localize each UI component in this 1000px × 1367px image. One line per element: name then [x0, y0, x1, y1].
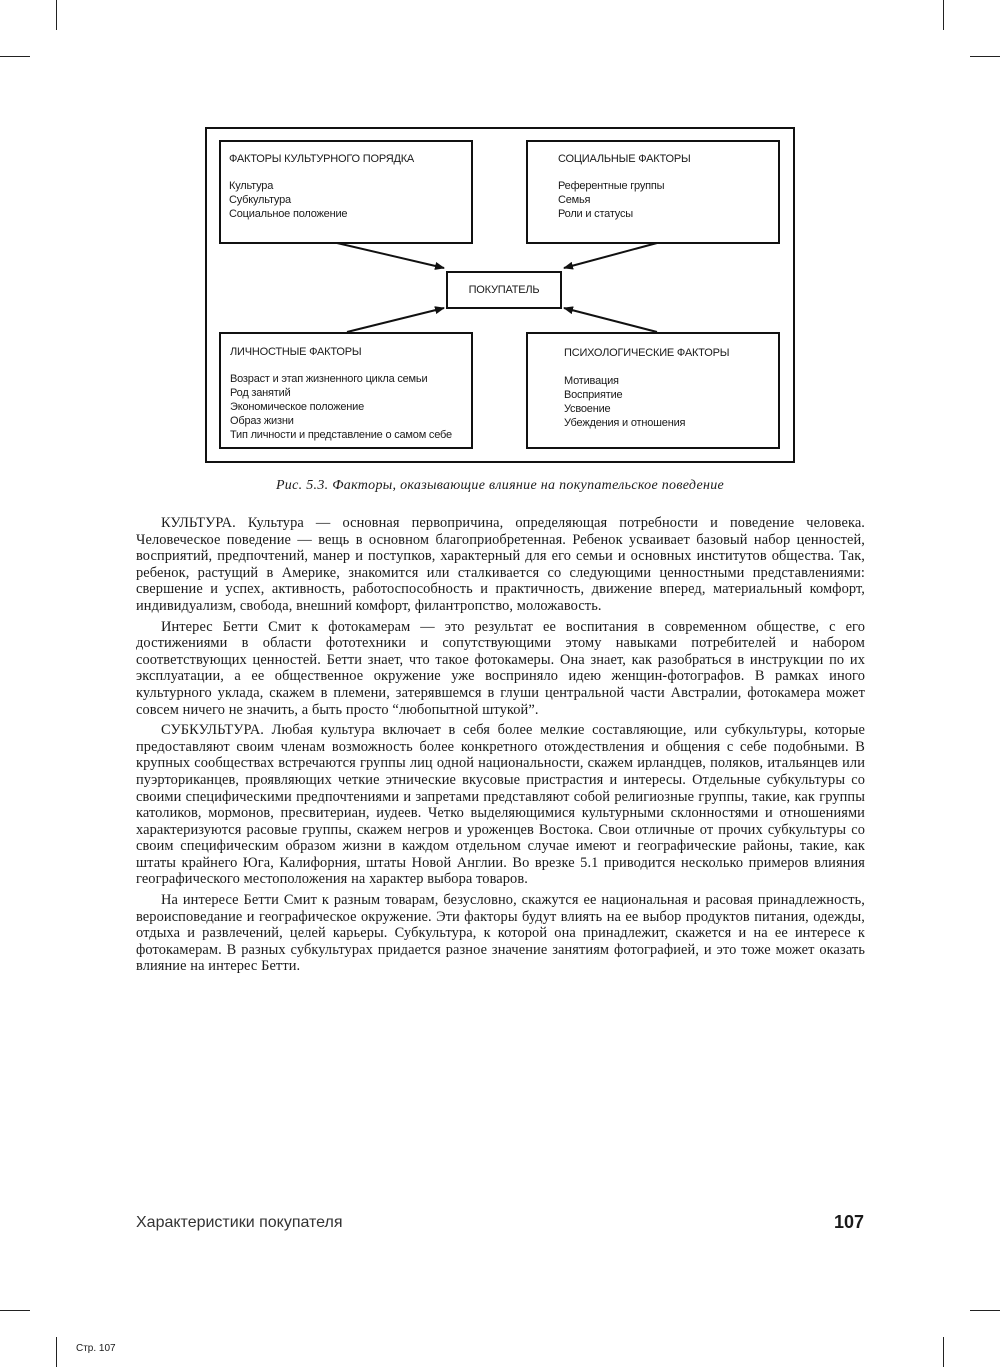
box-item: Мотивация: [564, 375, 619, 387]
box-title: ЛИЧНОСТНЫЕ ФАКТОРЫ: [230, 346, 362, 358]
arrow-social-to-buyer: [564, 243, 657, 268]
box-item: Усвоение: [564, 403, 611, 415]
box-title: ПСИХОЛОГИЧЕСКИЕ ФАКТОРЫ: [564, 347, 730, 359]
box-item: Семья: [558, 194, 591, 206]
box-personal-factors: [219, 332, 473, 449]
paragraph: КУЛЬТУРА. Культура — основная первопричина, определяющая потребности и поведение человека. Человеческое поведение — вещь в основном благоприобретенная. Ребенок усваивает базовый набор ценностей, восприятий, предпочтений, манер и поступков, характерный для его семьи и основных институтов общества. Так, ребенок, растущий в Америке, знакомится или сталкивается со следующими ценностными представлениями: свершение и успех, активность, работоспособность и практичность, движение вперед, материальный комфорт, индивидуализм, свобода, внешний комфорт, филантропство, моложавость.: [136, 515, 865, 614]
box-title: СОЦИАЛЬНЫЕ ФАКТОРЫ: [558, 153, 691, 165]
box-item: Восприятие: [564, 389, 623, 401]
arrow-personal-to-buyer: [347, 308, 444, 332]
box-item: Референтные группы: [558, 180, 665, 192]
crop-mark: [56, 0, 57, 30]
box-item: Возраст и этап жизненного цикла семьи: [230, 373, 428, 385]
crop-mark: [0, 1310, 30, 1311]
figure-caption: Рис. 5.3. Факторы, оказывающие влияние на покупательское поведение: [275, 478, 725, 493]
body-text: [136, 515, 865, 979]
figure-buyer-factors: [205, 127, 795, 463]
crop-mark: [56, 1337, 57, 1367]
arrow-cultural-to-buyer: [337, 243, 444, 268]
arrow-psychological-to-buyer: [564, 308, 657, 332]
box-buyer: ПОКУПАТЕЛЬ: [446, 271, 562, 309]
box-item: Субкультура: [229, 194, 291, 206]
box-item: Социальное положение: [229, 208, 348, 220]
page-number: 107: [833, 1212, 864, 1232]
paragraph: Интерес Бетти Смит к фотокамерам — это результат ее воспитания в современном обществе, с его достижениями в области фототехники и сопутствующими этому навыками потребителей и набором соответствующих ценностей. Бетти знает, что такое фотокамеры. Она знает, как разобраться в инструкции по их эксплуатации, а ее общественное окружение уже восприняло идею женщин-фотографов. В рамках иного культурного уклада, скажем в племени, затерявшемся в глуши центральной части Австралии, фотокамера может совсем ничего не значить, а быть просто “любопытной штукой”.: [136, 618, 865, 718]
box-item: Экономическое положение: [230, 401, 365, 413]
box-psychological-factors: [526, 332, 780, 449]
box-item: Род занятий: [230, 387, 291, 399]
paragraph: На интересе Бетти Смит к разным товарам, безусловно, скажутся ее национальная и расовая принадлежность, вероисповедание и географическое окружение. Эти факторы будут влиять на ее выбор продуктов питания, одежды, отдыха и развлечений, целей карьеры. Субкультура, к которой она принадлежит, скажется и на ее интересе к фотокамерам. В разных субкультурах придается разное значение занятиям фотографией, и это тоже может оказать влияние на интерес Бетти.: [136, 892, 865, 975]
crop-mark: [943, 1337, 944, 1367]
box-item: Культура: [229, 180, 274, 192]
box-social-factors: [526, 140, 780, 244]
crop-mark: [943, 0, 944, 30]
crop-mark: [970, 1310, 1000, 1311]
box-item: Образ жизни: [230, 415, 294, 427]
box-cultural-factors: [219, 140, 473, 244]
box-title: ФАКТОРЫ КУЛЬТУРНОГО ПОРЯДКА: [229, 153, 415, 165]
box-item: Тип личности и представление о самом себе: [230, 429, 452, 441]
crop-mark: [0, 56, 30, 57]
crop-mark: [970, 56, 1000, 57]
box-item: Убеждения и отношения: [564, 417, 686, 429]
paragraph: СУБКУЛЬТУРА. Любая культура включает в себя более мелкие составляющие, или субкультуры, которые предоставляют своим членам возможность более конкретного отождествления и общения с себе подобными. В крупных сообществах встречаются группы лиц одной национальности, скажем ирландцев, поляков, итальянцев или пуэрториканцев, проявляющих четкие этнические вкусовые пристрастия и интересы. Отдельные субкультуры со своими специфическими предпочтениями и запретами представляют собой религиозные группы, такие, как группы католиков, мормонов, пресвитериан, иудеев. Четко выделяющимися культурными склонностями и отношениями характеризуются расовые группы, скажем негров и уроженцев Востока. Свои отличные от прочих субкультуры со своим специфическим образом жизни в каждом отдельном случае имеют и географические районы, такие, как штаты крайнего Юга, Калифорния, штаты Новой Англии. Во врезке 5.1 приводится несколько примеров влияния географического местоположения на характер выбора товаров.: [136, 722, 865, 888]
page-label: Стр. 107: [76, 1343, 116, 1354]
footer-chapter-title: Характеристики покупателя: [136, 1214, 343, 1231]
box-item: Роли и статусы: [558, 208, 633, 220]
